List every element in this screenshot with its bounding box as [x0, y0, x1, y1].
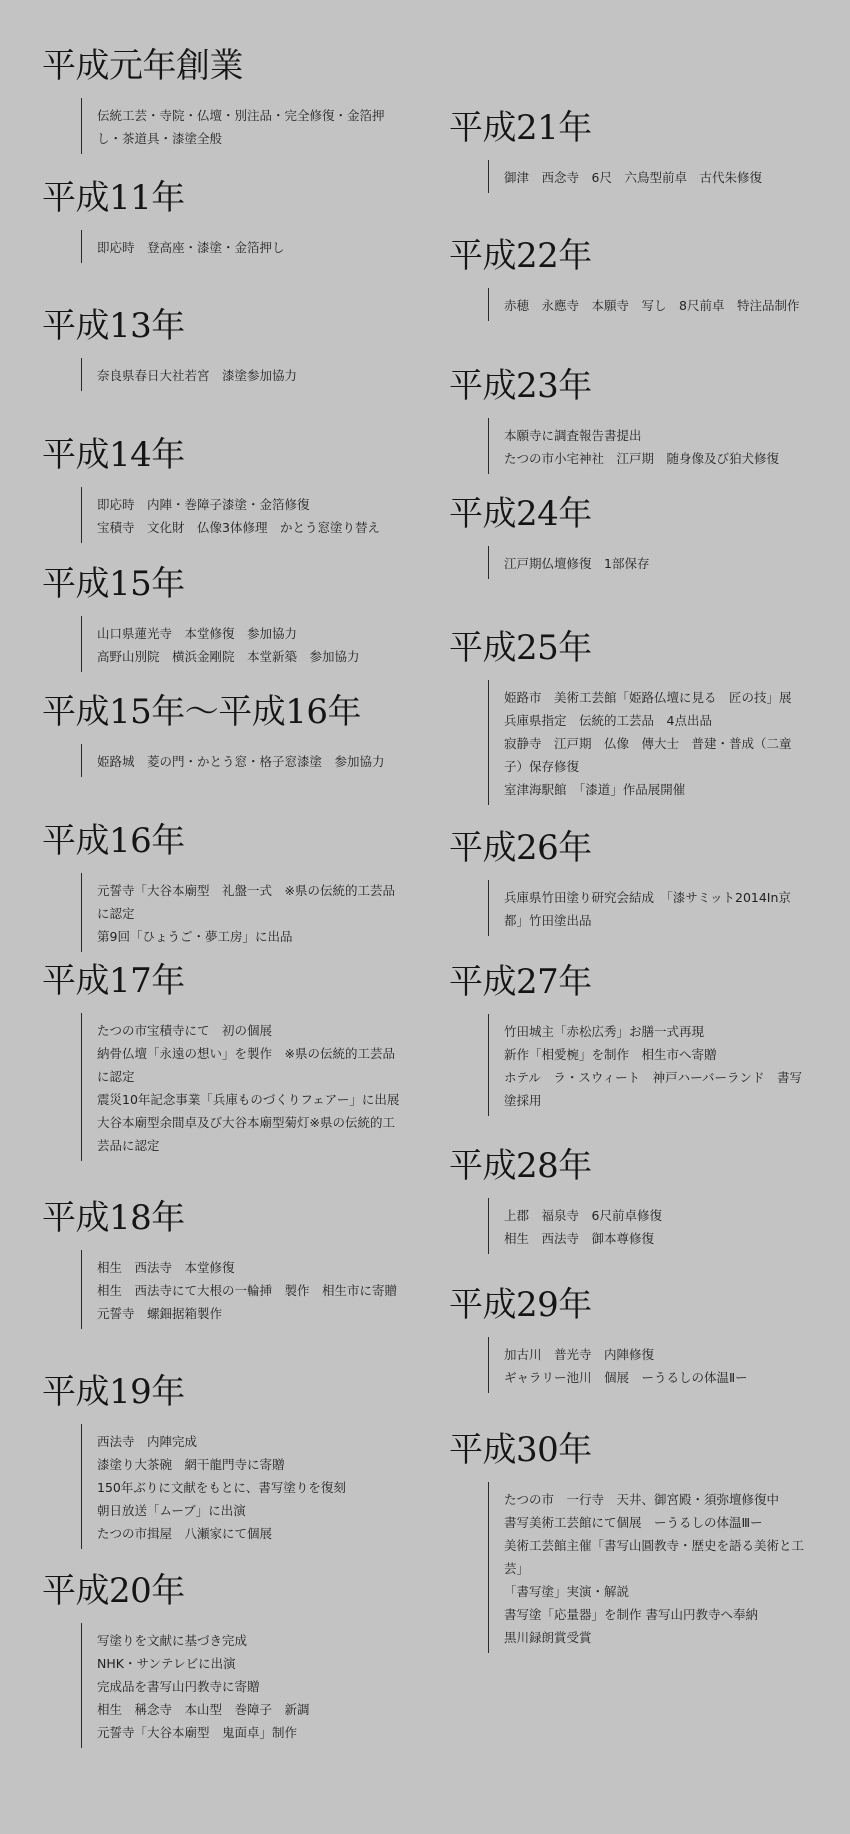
year-heading: 平成16年: [42, 821, 185, 861]
entry-item: 即応時 登高座・漆塗・金箔押し: [97, 240, 285, 255]
year-heading: 平成26年: [449, 828, 592, 868]
entry-item: 兵庫県指定 伝統的工芸品 4点出品: [504, 713, 712, 728]
entry-item: 竹田城主「赤松広秀」お膳一式再現: [504, 1024, 705, 1039]
entry-items: [81, 1250, 402, 1329]
entry-item: 黒川録朗賞受賞: [504, 1630, 592, 1645]
entry-item: 伝統工芸・寺院・仏壇・別注品・完全修復・金箔押し・茶道具・漆塗全般: [97, 108, 385, 146]
timeline-entry: [449, 1430, 809, 1653]
entry-items: [488, 1014, 809, 1116]
entry-items: [488, 1482, 809, 1653]
year-heading: 平成18年: [42, 1198, 185, 1238]
entry-item: 兵庫県竹田塗り研究会結成 「漆サミット2014In京都」竹田塗出品: [504, 890, 791, 928]
entry-item: たつの市 一行寺 天井、御宮殿・須弥壇修復中: [504, 1492, 780, 1507]
timeline-entry: [42, 1198, 402, 1329]
entry-item: 書写美術工芸館にて個展 ーうるしの体温Ⅲー: [504, 1515, 763, 1530]
entry-item: 書写塗「応量器」を制作 書写山円教寺へ奉納: [504, 1607, 758, 1622]
entry-item: ギャラリー池川 個展 ーうるしの体温Ⅱー: [504, 1370, 748, 1385]
timeline-entry: [42, 46, 402, 154]
entry-items: [488, 880, 809, 936]
timeline-entry: [449, 1285, 809, 1393]
timeline-entry: [42, 178, 402, 263]
entry-item: 室津海駅館 「漆道」作品展開催: [504, 782, 686, 797]
entry-item: 姫路市 美術工芸館「姫路仏壇に見る 匠の技」展: [504, 690, 792, 705]
year-heading: 平成25年: [449, 628, 592, 668]
timeline-entry: [42, 564, 402, 672]
entry-items: [81, 487, 402, 543]
timeline-entry: [449, 962, 809, 1116]
year-heading: 平成元年創業: [42, 46, 243, 86]
entry-items: [81, 1623, 402, 1748]
entry-item: 加古川 普光寺 内陣修復: [504, 1347, 655, 1362]
timeline-entry: [449, 494, 809, 579]
year-heading: 平成20年: [42, 1571, 185, 1611]
entry-items: [488, 288, 809, 321]
year-heading: 平成24年: [449, 494, 592, 534]
year-heading: 平成15年～平成16年: [42, 692, 362, 732]
year-heading: 平成21年: [449, 108, 592, 148]
entry-item: 寂静寺 江戸期 仏像 傳大士 普建・普成（二童子）保存修復: [504, 736, 792, 774]
year-heading: 平成14年: [42, 435, 185, 475]
entry-items: [81, 616, 402, 672]
timeline-entry: [42, 1372, 402, 1549]
entry-item: 江戸期仏壇修復 1部保存: [504, 556, 650, 571]
year-heading: 平成19年: [42, 1372, 185, 1412]
entry-item: ホテル ラ・スウィート 神戸ハーバーランド 書写塗採用: [504, 1070, 803, 1108]
year-heading: 平成29年: [449, 1285, 592, 1325]
entry-item: 姫路城 菱の門・かとう窓・格子窓漆塗 参加協力: [97, 754, 385, 769]
entry-items: [81, 358, 402, 391]
year-heading: 平成13年: [42, 306, 185, 346]
entry-item: 相生 稱念寺 本山型 巻障子 新調: [97, 1702, 310, 1717]
entry-item: 相生 西法寺にて大根の一輪挿 製作 相生市に寄贈: [97, 1283, 398, 1298]
year-heading: 平成15年: [42, 564, 185, 604]
entry-item: 第9回「ひょうご・夢工房」に出品: [97, 929, 293, 944]
year-heading: 平成17年: [42, 961, 185, 1001]
entry-item: 本願寺に調査報告書提出: [504, 428, 642, 443]
year-heading: 平成23年: [449, 366, 592, 406]
entry-item: たつの市宝積寺にて 初の個展: [97, 1023, 273, 1038]
year-heading: 平成30年: [449, 1430, 592, 1470]
timeline-entry: [42, 821, 402, 952]
entry-item: 相生 西法寺 本堂修復: [97, 1260, 235, 1275]
entry-item: 御津 西念寺 6尺 六鳥型前卓 古代朱修復: [504, 170, 762, 185]
entry-item: 写塗りを文献に基づき完成: [97, 1633, 248, 1648]
entry-item: 元誓寺「大谷本廟型 礼盤一式 ※県の伝統的工芸品に認定: [97, 883, 395, 921]
entry-item: 上郡 福泉寺 6尺前卓修復: [504, 1208, 662, 1223]
timeline-entry: [449, 366, 809, 474]
entry-item: 漆塗り大茶碗 網干龍門寺に寄贈: [97, 1457, 285, 1472]
entry-items: [488, 1337, 809, 1393]
entry-item: 朝日放送「ムーブ」に出演: [97, 1503, 246, 1518]
entry-items: [488, 160, 809, 193]
timeline-entry: [42, 306, 402, 391]
timeline-entry: [449, 828, 809, 936]
entry-items: [81, 744, 402, 777]
entry-item: 震災10年記念事業「兵庫ものづくりフェアー」に出展: [97, 1092, 400, 1107]
entry-item: 150年ぶりに文献をもとに、書写塗りを復刻: [97, 1480, 346, 1495]
timeline-entry: [42, 961, 402, 1161]
entry-item: たつの市揖屋 八瀬家にて個展: [97, 1526, 273, 1541]
entry-item: 新作「相愛椀」を制作 相生市へ寄贈: [504, 1047, 717, 1062]
entry-items: [488, 680, 809, 805]
entry-item: 元誓寺 螺鈿据箱製作: [97, 1306, 223, 1321]
entry-items: [81, 1424, 402, 1549]
timeline-entry: [42, 1571, 402, 1748]
entry-item: 美術工芸館主催「書写山圓教寺・歴史を語る美術と工芸」: [504, 1538, 805, 1576]
entry-item: 奈良県春日大社若宮 漆塗参加協力: [97, 368, 298, 383]
entry-items: [81, 873, 402, 952]
entry-items: [81, 1013, 402, 1161]
entry-item: 高野山別院 横浜金剛院 本堂新築 参加協力: [97, 649, 360, 664]
timeline-entry: [449, 628, 809, 805]
entry-items: [81, 230, 402, 263]
timeline-entry: [449, 108, 809, 193]
entry-item: NHK・サンテレビに出演: [97, 1656, 236, 1671]
timeline-entry: [449, 236, 809, 321]
entry-items: [488, 546, 809, 579]
entry-item: 大谷本廟型余間卓及び大谷本廟型菊灯※県の伝統的工芸品に認定: [97, 1115, 395, 1153]
entry-item: 山口県蓮光寺 本堂修復 参加協力: [97, 626, 298, 641]
entry-item: 納骨仏壇「永遠の想い」を製作 ※県の伝統的工芸品に認定: [97, 1046, 395, 1084]
entry-item: 即応時 内陣・巻障子漆塗・金箔修復: [97, 497, 310, 512]
entry-item: 「書写塗」実演・解説: [504, 1584, 630, 1599]
entry-item: 相生 西法寺 御本尊修復: [504, 1231, 655, 1246]
entry-item: 元誓寺「大谷本廟型 鬼面卓」制作: [97, 1725, 298, 1740]
entry-item: 宝積寺 文化財 仏像3体修理 かとう窓塗り替え: [97, 520, 380, 535]
entry-item: 赤穂 永應寺 本願寺 写し 8尺前卓 特注品制作: [504, 298, 800, 313]
year-heading: 平成22年: [449, 236, 592, 276]
entry-items: [488, 1198, 809, 1254]
entry-items: [81, 98, 402, 154]
year-heading: 平成28年: [449, 1146, 592, 1186]
year-heading: 平成27年: [449, 962, 592, 1002]
timeline-entry: [42, 692, 402, 777]
entry-item: 西法寺 内陣完成: [97, 1434, 198, 1449]
entry-item: たつの市小宅神社 江戸期 随身像及び狛犬修復: [504, 451, 780, 466]
timeline-entry: [449, 1146, 809, 1254]
entry-item: 完成品を書写山円教寺に寄贈: [97, 1679, 260, 1694]
year-heading: 平成11年: [42, 178, 185, 218]
timeline-entry: [42, 435, 402, 543]
entry-items: [488, 418, 809, 474]
